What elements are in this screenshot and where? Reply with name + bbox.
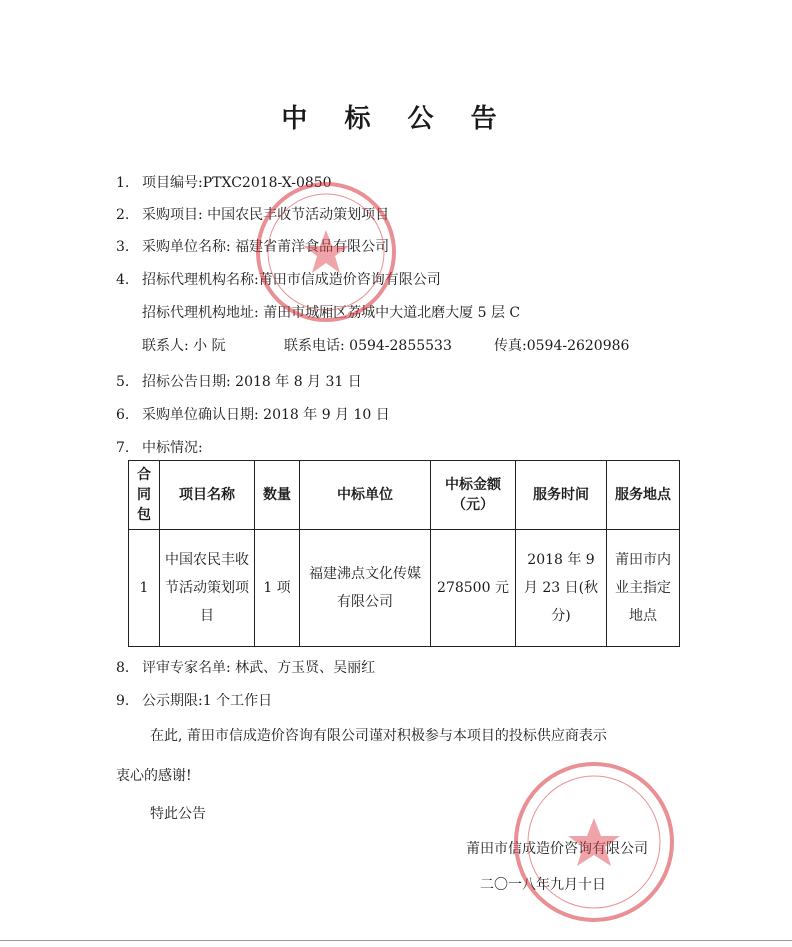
company-seal-top (252, 178, 400, 326)
table-cell: 2018 年 9 月 23 日(秋分) (516, 530, 607, 647)
award-table (128, 460, 680, 647)
signature-organization: 莆田市信成造价咨询有限公司 (466, 841, 648, 857)
page-bottom-rule (0, 940, 792, 941)
thanks-line-1: 在此, 莆田市信成造价咨询有限公司谨对积极参与本项目的投标供应商表示 (150, 728, 607, 744)
agency-address: 招标代理机构地址: 莆田市城厢区荔城中大道北磨大厦 5 层 C (142, 305, 521, 321)
item-number: 8. (116, 660, 130, 676)
company-seal-bottom (510, 758, 678, 926)
contact-person: 联系人: 小 阮 (142, 338, 226, 354)
item-text: 评审专家名单: 林武、方玉贤、吴丽红 (142, 660, 376, 676)
item-number: 5. (116, 374, 130, 390)
table-cell: 1 (129, 530, 160, 647)
table-cell: 278500 元 (431, 530, 516, 647)
contact-phone: 联系电话: 0594-2855533 (284, 338, 452, 354)
closing-text: 特此公告 (150, 806, 206, 822)
item-text: 公示期限:1 个工作日 (142, 693, 273, 709)
item-text: 招标代理机构名称:莆田市信成造价咨询有限公司 (142, 272, 441, 288)
item-7 (116, 437, 203, 457)
item-text: 采购单位确认日期: 2018 年 9 月 10 日 (142, 407, 390, 423)
header-cell: 中标金额（元） (431, 461, 516, 530)
signature-date: 二〇一八年九月十日 (480, 877, 606, 893)
item-9 (116, 690, 272, 710)
header-cell: 数量 (255, 461, 300, 530)
table-cell: 1 项 (255, 530, 300, 647)
header-cell: 合同包 (129, 461, 160, 530)
item-text: 招标公告日期: 2018 年 8 月 31 日 (142, 374, 362, 390)
thanks-line-2: 衷心的感谢! (116, 768, 192, 784)
item-number: 1. (116, 175, 130, 191)
item-6 (116, 404, 390, 424)
item-text: 中标情况: (142, 440, 203, 456)
item-text: 项目编号:PTXC2018-X-0850 (142, 175, 332, 191)
page-title: 中 标 公 告 (281, 104, 511, 134)
contact-fax: 传真:0594-2620986 (494, 338, 630, 354)
table-cell: 福建沸点文化传媒有限公司 (300, 530, 431, 647)
header-cell: 服务地点 (607, 461, 680, 530)
table-cell: 中国农民丰收节活动策划项目 (160, 530, 255, 647)
item-8 (116, 657, 375, 677)
item-number: 7. (116, 440, 130, 456)
table-cell: 莆田市内业主指定地点 (607, 530, 680, 647)
item-text: 采购单位名称: 福建省莆洋食品有限公司 (142, 239, 390, 255)
seal-star-icon (568, 818, 620, 866)
item-number: 6. (116, 407, 130, 423)
item-5 (116, 371, 362, 391)
seal-star-icon (303, 230, 349, 273)
item-number: 4. (116, 272, 130, 288)
table-header-row (129, 461, 680, 530)
header-cell: 项目名称 (160, 461, 255, 530)
item-number: 9. (116, 693, 130, 709)
header-cell: 中标单位 (300, 461, 431, 530)
header-cell: 服务时间 (516, 461, 607, 530)
item-number: 3. (116, 239, 130, 255)
table-row (129, 530, 680, 647)
item-text: 采购项目: 中国农民丰收节活动策划项目 (142, 207, 390, 223)
item-number: 2. (116, 207, 130, 223)
